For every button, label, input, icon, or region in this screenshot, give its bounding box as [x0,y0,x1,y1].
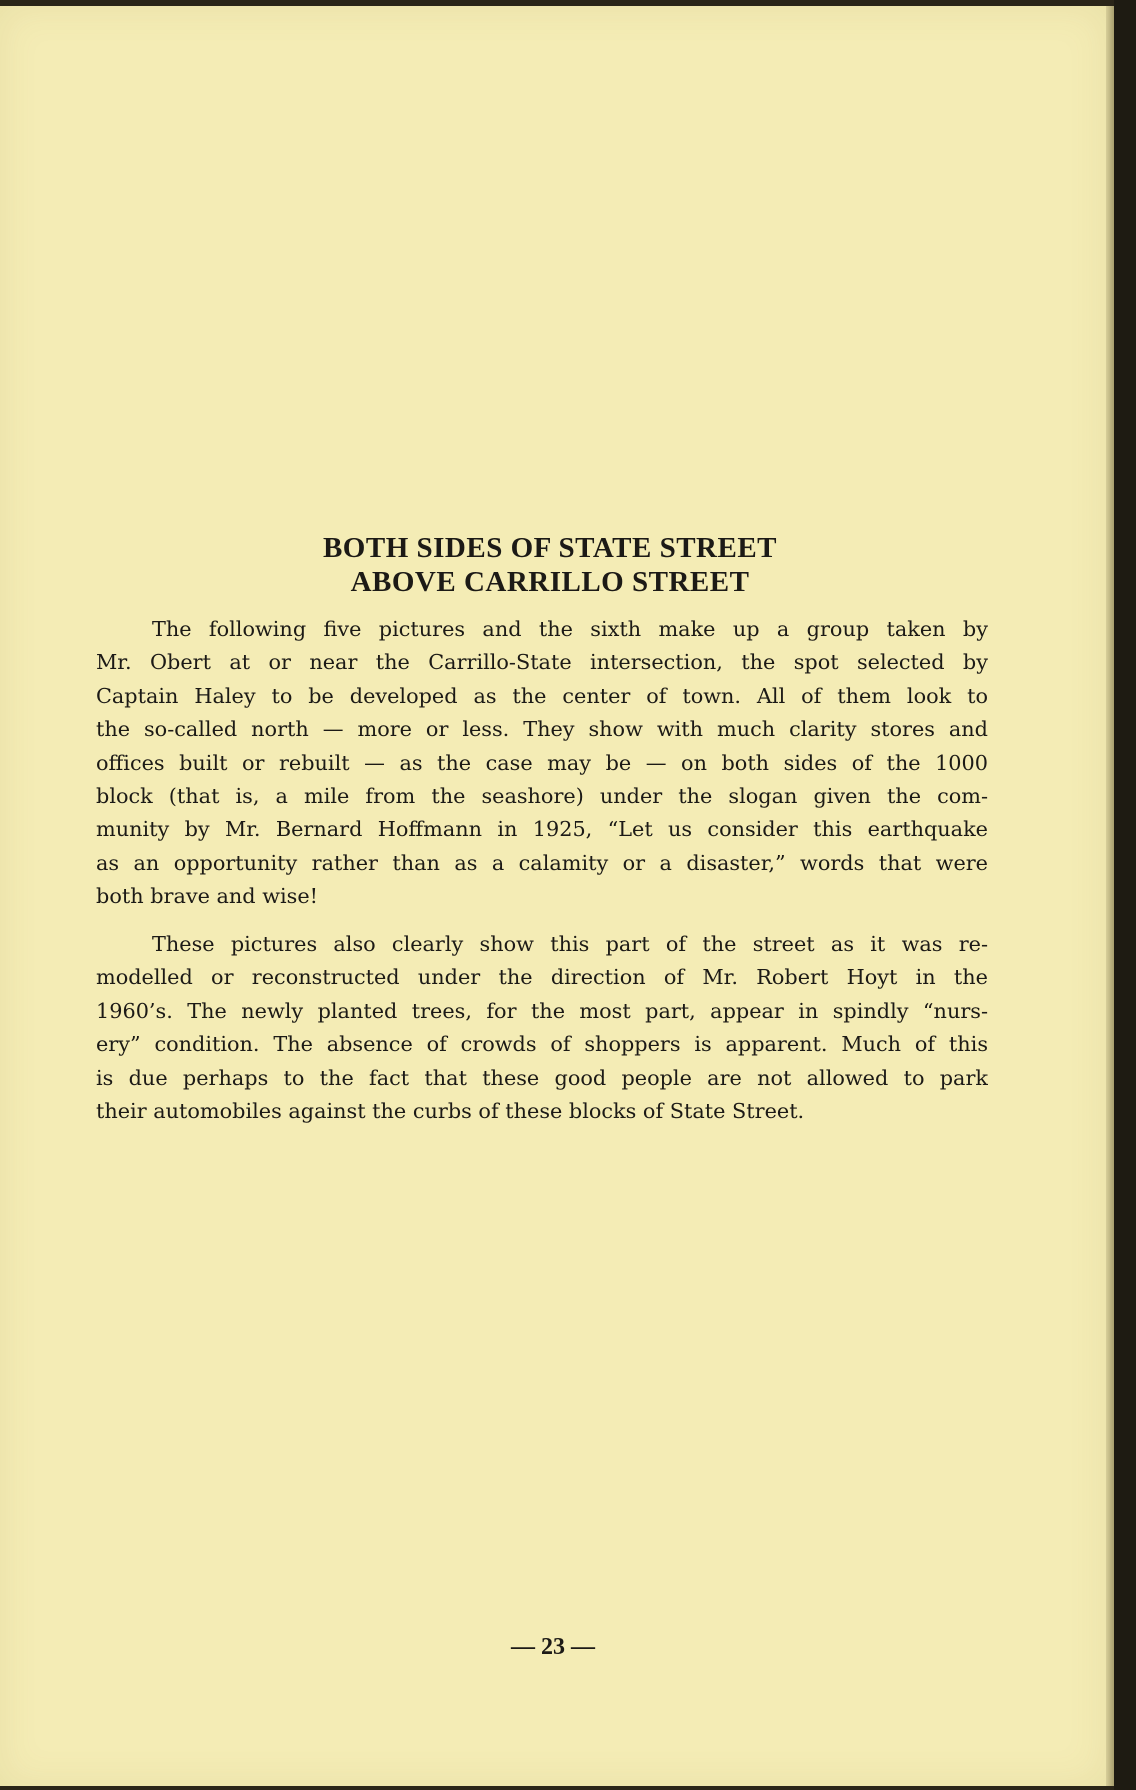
paragraph-1 [96,613,988,914]
section-heading-line-1: BOTH SIDES OF STATE STREET [322,532,778,564]
paragraph-line: Mr. Obert at or near the Carrillo-State intersection, the spot selected by [96,650,988,675]
page-edge [1106,6,1114,1786]
paragraph-line: Captain Haley to be developed as the center of town. All of them look to [96,683,988,708]
paragraph-line: block (that is, a mile from the seashore) under the slogan given the com- [96,783,988,808]
paragraph-line: munity by Mr. Bernard Hoffmann in 1925, “Let us consider this earthquake [96,817,988,842]
paragraph-2 [96,928,988,1128]
paragraph-line: is due perhaps to the fact that these good people are not allowed to park [96,1065,988,1090]
paragraph-line: modelled or reconstructed under the direction of Mr. Robert Hoyt in the [96,965,988,990]
paragraph-line: These pictures also clearly show this part of the street as it was re- [152,932,988,956]
paragraph-line: offices built or rebuilt — as the case may be — on both sides of the 1000 [96,750,988,775]
paragraph-line: their automobiles against the curbs of these blocks of State Street. [96,1098,805,1123]
paragraph-line: both brave and wise! [96,884,319,909]
page-number: — 23 — [511,1634,595,1660]
paragraph-line: 1960’s. The newly planted trees, for the most part, appear in spindly “nurs- [96,998,988,1023]
binding-shadow [1114,0,1136,1790]
paragraph-line: ery” condition. The absence of crowds of shoppers is apparent. Much of this [96,1032,988,1057]
paragraph-line: as an opportunity rather than as a calamity or a disaster,” words that were [96,850,988,875]
paragraph-line: the so-called north — more or less. They show with much clarity stores and [96,717,988,742]
section-heading-line-2: ABOVE CARRILLO STREET [350,566,750,598]
paragraph-line: The following five pictures and the sixth make up a group taken by [152,617,988,641]
